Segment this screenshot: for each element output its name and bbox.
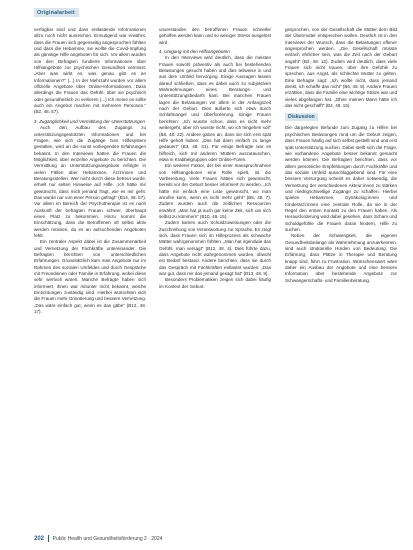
paragraph: Zudem kamen auch Schuldzuweisungen oder die Zuschreibung von Verantwortung zur Sprache. Es zeigt sich, dass Frauen sich im Hilfeprozess als schwache Mütter wahrgenommen fühlten. „Man hat irgendwie das Gefühl, man versagt“ (B12, 48. 4). Dies führte dazu, dass Angebote nicht wahrgenommen wurden, obwohl ein Bedarf bestand. Andere berichten, dass sie durch das Gespräch mit Fachkräften entlastet wurden: „Das war gut, dass mir das jemand gesagt hat“ (B13, 48. 9).: [159, 220, 271, 277]
footer-divider: [48, 535, 49, 542]
text-column-right: [285, 27, 397, 284]
paragraph: verfügbar sind und dass entlastende Informationen allzu noch nicht ausreichen. Ermutigend war erwähnt, dass die Frauen sich gegenseitig angesprochen fühlten und dass die Hebamme, sie wollte die Covid-Impfung als günstige Hilfe angeboten für sich. Vor allem wurden von den Befragten fundierte Informationen über Hilfsangebote zur psychischen Gesundheit vermisst: „Aber was wirkt es, was genau gibt es an Informationen?“ (...) In der Mehrzahl wurden vor allem offizielle Angebote über Online-Informationen. Dass allerdings die Frauen das Gefühl, über sie psychisch oder gesundheitlich zu verlieren (...) Ich meine es sollte auch ein Angebot machen mit mehreren Personen.“ (B2, 48. 57).: [34, 27, 146, 115]
paragraph: Neben der Schwierigkeit, die eigenen Gesundheitsbelange als Wahrnehmung anzuerkennen, sind auch strukturelle Hürden von Bedeutung. Die Erfahrung, dass Plätze in Therapie und Beratung knapp sind, führt zu Frustration. Wünschenswert wäre daher ein Ausbau der Angebote und eine bessere Information über bestehende Angebote zur Schwangerschafts- und Familienberatung.: [285, 233, 397, 283]
page-number: 202: [34, 535, 45, 542]
paragraph: Die dargelegten Befunde zum Zugang zu Hilfen bei psychischen Belastungen rund um die Geburt zeigen, dass Frauen häufig auf sich selbst gestellt sind und erst spät Unterstützung suchen. Dabei stellt sich die Frage, wie vorhandene Angebote besser bekannt gemacht werden können. Die Befragten berichten, dass vor allem persönliche Empfehlungen durch Fachkräfte und das soziale Umfeld ausschlaggebend sind. Für eine bessere Versorgung scheint es daher notwendig, die Vernetzung der verschiedenen Akteur:innen zu stärken und niedrigschwellige Zugänge zu schaffen. Hierbei spielen Hebammen, Gynäkolog:innen und Kinderärzt:innen eine zentrale Rolle, da sie in der Regel den ersten Kontakt zu den Frauen haben. Als Herausforderung wird dabei gesehen, dass Scham und Schuldgefühle die Frauen daran hindern, Hilfe zu suchen.: [285, 125, 397, 232]
paragraph: gesprochen, von der Gesellschaft die Mütter dem Bild der Übermutter entsprechen wollen. Deutlich ist in den Interviews der Wunsch, dass die Belastungen offener angesprochen werden. „Die Gesellschaft müsste einfach ehrlicher sein, was die Zeit nach der Geburt angeht“ (B2, 48. 12). Zudem wird deutlich, dass viele Frauen sich nicht trauen, über ihre Gefühle zu sprechen, aus Angst, als schlechte Mutter zu gelten. Eine Befragte sagt: „Ich wollte nicht, dass jemand denkt, ich schaffe das nicht“ (B6, 48. 8). Andere Frauen erzählen, dass die Familie eine wichtige Stütze war und vieles abgefangen hat. „Ohne meinen Mann hätte ich das nicht geschafft“ (B4, 48. 16).: [285, 27, 397, 109]
text-column-left: [34, 27, 146, 315]
section-title: Zugänglichkeit und Vermittlung der Unterstützungen: [39, 118, 145, 124]
paragraph: Ein weiterer Faktor, der bei einer Inanspruchnahme von Hilfsangeboten eine Rolle spielt, ist die Vorbereitung. Viele Frauen hätten sich gewünscht, bereits vor der Geburt besser informiert zu werden. „Ich hätte mir einfach eine Liste gewünscht, wo man anrufen kann, wenn es nicht mehr geht“ (B5, 48. 7). Zudem wurden auch die zeitlichen Ressourcen erwähnt: „Man hat ja auch gar keine Zeit, sich um sich selbst zu kümmern“ (B10, 48. 15).: [159, 163, 271, 219]
text-column-middle: [159, 27, 271, 290]
section-number: 3.: [34, 118, 38, 124]
journal-citation: Public Health und Gesundheitsförderung 2 · 2024: [52, 535, 163, 542]
paragraph: Besonders Problematiken zeigen sich dabei häufig im Kontext der Geburt.: [159, 277, 271, 289]
article-type-label: Originalarbeit: [34, 8, 79, 17]
section-number: 4.: [159, 49, 163, 55]
paragraph: In den Interviews wird deutlich, dass die meisten Frauen sowohl präventiv als auch bei bestehenden Belastungen gesucht haben und dies teilweise in und aus dem Umfeld hervorging. Einige Aussagen lassen darauf schließen, dass es dabei auch zu subjektiven Wahrnehmungen eines Beratungs- und Unterstützungsbedarfs kam. Bei manchen Frauen lagen die Belastungen vor allem in der Anfangszeit nach der Geburt. Dies äußerte sich etwa durch Schlafmangel und Überforderung. Einige Frauen berichten: „Ich wusste schon, dass es nicht mehr weitergeht, aber ich wusste nicht, wo ich hingehen soll“ (B8, 48. 22). Andere gaben an, dass sie sich erst spät Hilfe geholt haben: „Das hat dann einfach zu lange gedauert“ (B3, 48. 31). Für einige Befragte war es hilfreich, sich mit anderen Müttern auszutauschen, etwa in Krabbelgruppen oder Online-Foren.: [159, 55, 271, 162]
page-footer: [34, 535, 162, 542]
paragraph: Ein zentraler Aspekt dabei ist die Zusammenarbeit und Vernetzung der Fachkräfte untereinander. Die Befragten berichten von unterschiedlichen Erfahrungen. Grundsätzlich kam man Angebote nur im Rahmen des sozialen Umfeldes und durch Gespräche mit Freundinnen oder Familie in Erfahrung, wobei diese sehr wertvoll waren. Manche Befragte haben sich informiert, ihnen war mitunter nicht bekannt, welche Einrichtungen zuständig sind. Hierbei wünschten sich die Frauen mehr Orientierung und bessere Vernetzung. „Das wäre einfach gut, wenn es das gäbe“ (B12, 48. 17).: [34, 239, 146, 315]
discussion-heading: Diskussion: [285, 113, 318, 121]
paragraph: Auch den Aufbau des Zugangs zu unterstützungsgestützten Informationen und bei Fragen, wie sich die Zugänge zum Hilfesystem gestalten, wird an die sonst vorliegenden Erfahrungen bekannt. In den Interviews hatten die Frauen die Möglichkeit, über einzelne Angebote zu berichten. Die Vermittlung an Unterstützungsangebote erfolgte in vielen Fällen über Hebammen, Ärzt:innen und Beratungsstellen. Wer nicht durch diese betreut wurde, erhielt nur selten Hinweise auf Hilfe. „Ich hätte mir gewünscht, dass mich jemand fragt, wie es mir geht. Das wurde nur von einer Person gefragt“ (B14, 48. 57). Vor allem im Bereich der Psychotherapie ist es nach Auskunft der befragten Frauen schwer, überhaupt einen Platz zu bekommen. Hinzu kommt die Einschätzung, dass die Betroffenen oft selbst aktiv werden müssen, da es an aufsuchenden Angeboten fehlt.: [34, 125, 146, 238]
paragraph: unverstanden den betroffenen Frauen schneller geholfen werden kann und so weniger Stress ausgelöst wird.: [159, 27, 271, 45]
section-title: Umgang mit den Hilfsangeboten: [164, 49, 230, 55]
